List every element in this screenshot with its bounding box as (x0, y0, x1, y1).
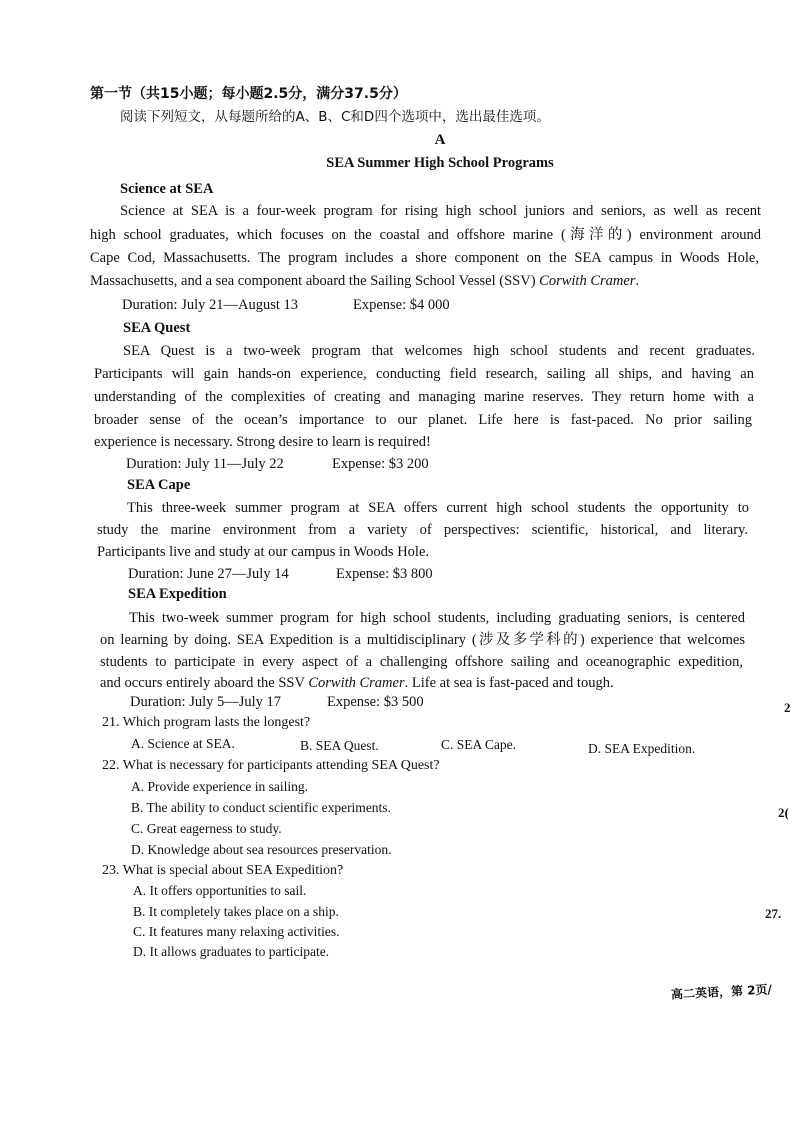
program-name: SEA Cape (127, 477, 191, 493)
duration: Duration: July 5—July 17 (130, 694, 282, 710)
answer-option[interactable]: C. It features many relaxing activities. (133, 924, 340, 939)
answer-option[interactable]: D. Knowledge about sea resources preservation. (131, 842, 392, 857)
answer-option[interactable]: B. It completely takes place on a ship. (133, 904, 339, 919)
question-stem: 22. What is necessary for participants attending SEA Quest? (102, 758, 440, 773)
passage-letter: A (434, 132, 446, 148)
paragraph-line: students to participate in every aspect of a challenging offshore sailing and oceanographic expedition, (100, 654, 743, 670)
section-heading: 第一节（共15小题；每小题2.5分，满分37.5分） (90, 86, 407, 102)
paragraph-line: Massachusetts, and a sea component aboard the Sailing School Vessel (SSV) Corwith Cramer. (90, 273, 640, 289)
paragraph-line: high school graduates, which focuses on the coastal and offshore marine (海洋的) environment around (90, 227, 761, 243)
answer-option[interactable]: B. SEA Quest. (300, 738, 379, 753)
expense: Expense: $3 800 (336, 566, 433, 582)
paragraph-line: understanding of the complexities of creating and managing marine reserves. They return home with a (94, 389, 754, 405)
paragraph-line: Cape Cod, Massachusetts. The program includes a shore component on the SEA campus in Woods Hole, (90, 250, 759, 266)
duration: Duration: July 11—July 22 (126, 456, 284, 472)
answer-option[interactable]: C. Great eagerness to study. (131, 821, 282, 836)
paragraph-line: Participants will gain hands-on experience, conducting field research, sailing all ships, and having an (94, 366, 754, 382)
expense: Expense: $3 200 (332, 456, 429, 472)
paragraph-line: SEA Quest is a two-week program that welcomes high school students and recent graduates. (123, 343, 755, 359)
paragraph-line: Science at SEA is a four-week program for rising high school juniors and seniors, as well as recent (120, 203, 761, 219)
program-name: SEA Expedition (128, 586, 227, 602)
paragraph-line: experience is necessary. Strong desire to learn is required! (94, 434, 431, 450)
vessel-name: Corwith Cramer (308, 675, 405, 691)
paragraph-line: This three-week summer program at SEA offers current high school students the opportunity to (127, 500, 749, 516)
paragraph-line: and occurs entirely aboard the SSV Corwith Cramer. Life at sea is fast-paced and tough. (100, 675, 614, 691)
program-name: SEA Quest (123, 320, 191, 336)
passage-title: SEA Summer High School Programs (326, 155, 554, 171)
expense: Expense: $3 500 (327, 694, 424, 710)
answer-option[interactable]: A. Provide experience in sailing. (131, 779, 308, 794)
expense: Expense: $4 000 (353, 297, 450, 313)
paragraph-line: Participants live and study at our campus in Woods Hole. (97, 544, 430, 560)
answer-option[interactable]: B. The ability to conduct scientific experiments. (131, 800, 391, 815)
program-name: Science at SEA (120, 181, 214, 197)
paragraph-line: on learning by doing. SEA Expedition is a multidisciplinary (涉及多学科的) experience that welcomes (100, 632, 745, 648)
answer-option[interactable]: D. SEA Expedition. (588, 741, 696, 756)
answer-option[interactable]: C. SEA Cape. (441, 737, 517, 752)
answer-option[interactable]: A. It offers opportunities to sail. (133, 883, 307, 898)
edge-mark: 2 (784, 700, 791, 715)
answer-option[interactable]: D. It allows graduates to participate. (133, 944, 330, 959)
duration: Duration: June 27—July 14 (128, 566, 289, 582)
question-stem: 23. What is special about SEA Expedition? (102, 863, 344, 878)
edge-mark: 27. (765, 906, 782, 921)
question-stem: 21. Which program lasts the longest? (102, 715, 311, 730)
section-instruction: 阅读下列短文，从每题所给的A、B、C和D四个选项中，选出最佳选项。 (120, 109, 550, 125)
paragraph-line: This two-week summer program for high school students, including graduating seniors, is centered (129, 610, 745, 626)
edge-mark: 2( (778, 805, 789, 820)
page-footer: 高二英语，第 2页/ (670, 982, 773, 1002)
answer-option[interactable]: A. Science at SEA. (131, 736, 235, 751)
vessel-name: Corwith Cramer (539, 273, 636, 289)
paragraph-line: study the marine environment from a variety of perspectives: scientific, historical, and literary. (97, 522, 748, 538)
duration: Duration: July 21—August 13 (122, 297, 299, 313)
paragraph-line: broader sense of the ocean’s importance to our planet. Life here is fast-paced. No prior sailing (94, 412, 752, 428)
